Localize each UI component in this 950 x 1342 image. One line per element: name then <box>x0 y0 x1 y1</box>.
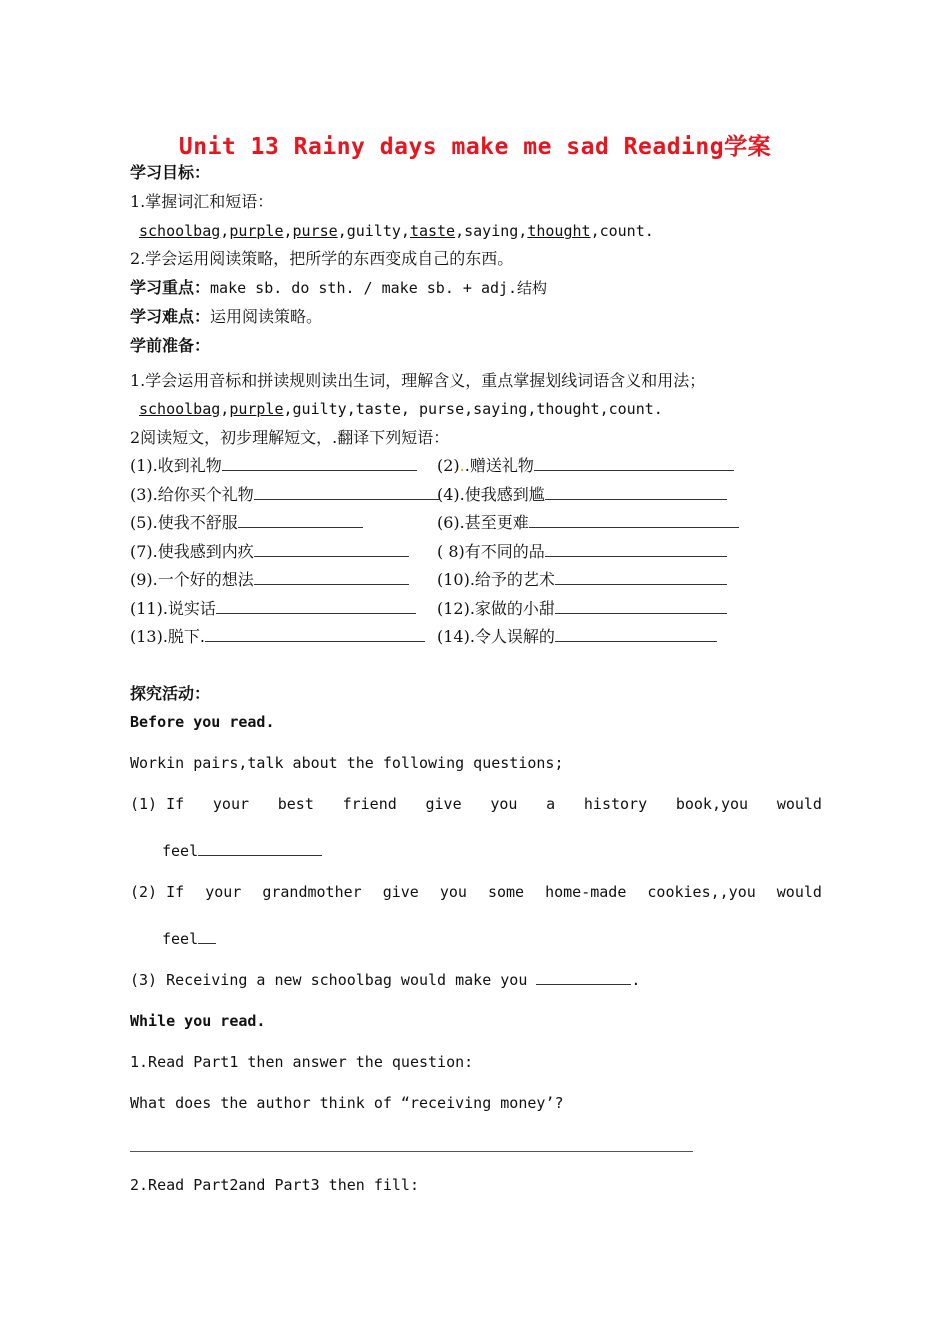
phrase-left-text: (11).说实话 <box>130 598 216 618</box>
phrase-left-text: (1).收到礼物 <box>130 456 222 475</box>
question-2-feel: feel <box>162 930 199 948</box>
vocab-separator: , <box>220 222 230 240</box>
question-word: you <box>490 795 518 813</box>
phrase-right <box>437 485 727 505</box>
difficulty <box>130 307 322 327</box>
phrase-left <box>130 456 417 476</box>
difficulty-label: 学习难点： <box>130 307 211 326</box>
phrase-left <box>130 485 439 505</box>
phrase-left-blank[interactable] <box>254 485 439 500</box>
question-1-answer-blank[interactable] <box>198 841 322 856</box>
phrase-left-text: (7).使我感到内疚 <box>130 541 254 561</box>
read-part-1-question: What does the author think of “receiving money’? <box>130 1094 564 1112</box>
phrase-left-blank[interactable] <box>222 456 417 471</box>
phrase-right-dot: . <box>459 456 465 475</box>
phrase-left-text: (5).使我不舒服 <box>130 513 238 532</box>
question-2-continuation <box>162 929 216 949</box>
question-word: best <box>277 795 314 813</box>
question-word: give <box>425 795 462 813</box>
question-3 <box>130 970 640 990</box>
phrase-left-blank[interactable] <box>205 627 425 642</box>
difficulty-text: 运用阅读策略。 <box>210 307 323 326</box>
question-word: friend <box>342 795 397 813</box>
phrase-left-blank[interactable] <box>238 513 363 528</box>
question-word: (2) If <box>130 883 185 901</box>
phrase-left-text: (9).一个好的想法 <box>130 570 254 589</box>
question-word: your <box>212 795 250 813</box>
phrase-right <box>437 627 717 647</box>
phrase-left-text: (13).脱下. <box>130 627 206 646</box>
question-3-text: (3) Receiving a new schoolbag would make you <box>130 971 537 989</box>
vocab-word-underlined: schoolbag <box>139 400 221 418</box>
phrase-right-blank[interactable] <box>534 456 734 471</box>
phrase-left-blank[interactable] <box>216 599 416 614</box>
phrase-right-blank[interactable] <box>555 627 717 642</box>
question-word: (1) If <box>130 795 185 813</box>
objectives-item-1: 1.掌握词汇和短语： <box>130 192 274 211</box>
phrase-right-text: (2) <box>437 456 460 475</box>
key-points <box>130 278 547 298</box>
objectives-item-2: 2.学会运用阅读策略，把所学的东西变成自己的东西。 <box>130 249 514 268</box>
phrase-right-text-cont: .赠送礼物 <box>464 456 534 475</box>
phrase-right <box>437 513 739 533</box>
vocab-separator: ,guilty,taste, purse,saying,thought,count. <box>283 400 663 418</box>
phrase-left <box>130 570 409 590</box>
question-word: some <box>487 883 525 901</box>
phrase-left <box>130 599 416 619</box>
vocab-separator: ,count. <box>590 222 654 240</box>
phrase-left-blank[interactable] <box>254 570 409 585</box>
key-points-text: make sb. do sth. / make sb. + adj.结构 <box>210 279 548 297</box>
phrase-left-blank[interactable] <box>254 542 409 557</box>
question-1-feel: feel <box>162 842 199 860</box>
vocab-word-underlined: thought <box>527 222 591 240</box>
while-you-read-heading: While you read. <box>130 1012 266 1030</box>
objectives-heading: 学习目标： <box>130 163 211 182</box>
phrase-right-text: (6).甚至更难 <box>437 513 529 532</box>
phrase-right-blank[interactable] <box>545 485 727 500</box>
phrase-right-text: (12).家做的小甜 <box>437 598 555 618</box>
question-3-answer-blank[interactable] <box>536 970 631 985</box>
phrase-left <box>130 542 409 562</box>
vocab-word-underlined: purse <box>292 222 338 240</box>
question-1 <box>130 794 822 814</box>
phrase-right-blank[interactable] <box>529 513 739 528</box>
phrase-left <box>130 513 363 533</box>
vocab-separator: , <box>283 222 293 240</box>
phrase-right-blank[interactable] <box>545 542 727 557</box>
explore-heading: 探究活动： <box>130 684 211 703</box>
question-2 <box>130 882 822 902</box>
question-word: would <box>776 883 822 901</box>
question-word: cookies,,you <box>647 883 756 901</box>
question-2-answer-blank[interactable] <box>198 929 216 944</box>
prep-heading: 学前准备： <box>130 336 211 355</box>
phrase-right-blank[interactable] <box>555 570 727 585</box>
question-word: give <box>382 883 419 901</box>
phrase-right <box>437 542 727 562</box>
vocab-word-underlined: purple <box>229 400 284 418</box>
question-word: history <box>583 795 648 813</box>
pair-work-instruction: Workin pairs,talk about the following questions; <box>130 754 564 772</box>
question-word: book,you <box>675 795 749 813</box>
question-3-end: . <box>631 971 641 989</box>
vocab-word-underlined: purple <box>229 222 284 240</box>
vocab-separator: , <box>220 400 230 418</box>
phrase-right-text: (4).使我感到尴 <box>437 484 545 504</box>
vocab-word-underlined: taste <box>409 222 456 240</box>
page-title: Unit 13 Rainy days make me sad Reading学案 <box>178 134 772 160</box>
question-word: your <box>205 883 242 901</box>
prep-vocab-list <box>139 399 663 419</box>
phrase-right-text: (10).给予的艺术 <box>437 570 555 589</box>
prep-item-1: 1.学会运用音标和拼读规则读出生词，理解含义，重点掌握划线词语含义和用法； <box>130 371 706 390</box>
question-word: home-made <box>545 883 627 901</box>
prep-item-2: 2阅读短文，初步理解短文，.翻译下列短语： <box>130 428 450 447</box>
vocab-separator: ,saying, <box>455 222 528 240</box>
phrase-right <box>437 570 727 590</box>
question-word: grandmother <box>262 883 362 901</box>
phrase-right-blank[interactable] <box>555 599 727 614</box>
phrase-right <box>437 456 734 476</box>
vocab-separator: ,guilty, <box>337 222 410 240</box>
question-word: would <box>776 795 822 813</box>
key-points-label: 学习重点： <box>130 278 211 297</box>
phrase-right-text: (14).令人误解的 <box>437 627 555 646</box>
read-part-2-instruction: 2.Read Part2and Part3 then fill: <box>130 1176 419 1194</box>
vocab-word-underlined: schoolbag <box>139 222 221 240</box>
read-part-1-answer-line[interactable] <box>130 1151 693 1152</box>
question-word: you <box>439 883 467 901</box>
phrase-right-text: ( 8)有不同的品 <box>437 541 545 561</box>
objectives-vocab-list <box>139 221 654 241</box>
before-you-read-heading: Before you read. <box>130 713 275 731</box>
phrase-left <box>130 627 425 647</box>
phrase-left-text: (3).给你买个礼物 <box>130 484 254 504</box>
phrase-right <box>437 599 727 619</box>
question-word: a <box>546 795 556 813</box>
read-part-1-instruction: 1.Read Part1 then answer the question: <box>130 1053 474 1071</box>
question-1-continuation <box>162 841 322 861</box>
